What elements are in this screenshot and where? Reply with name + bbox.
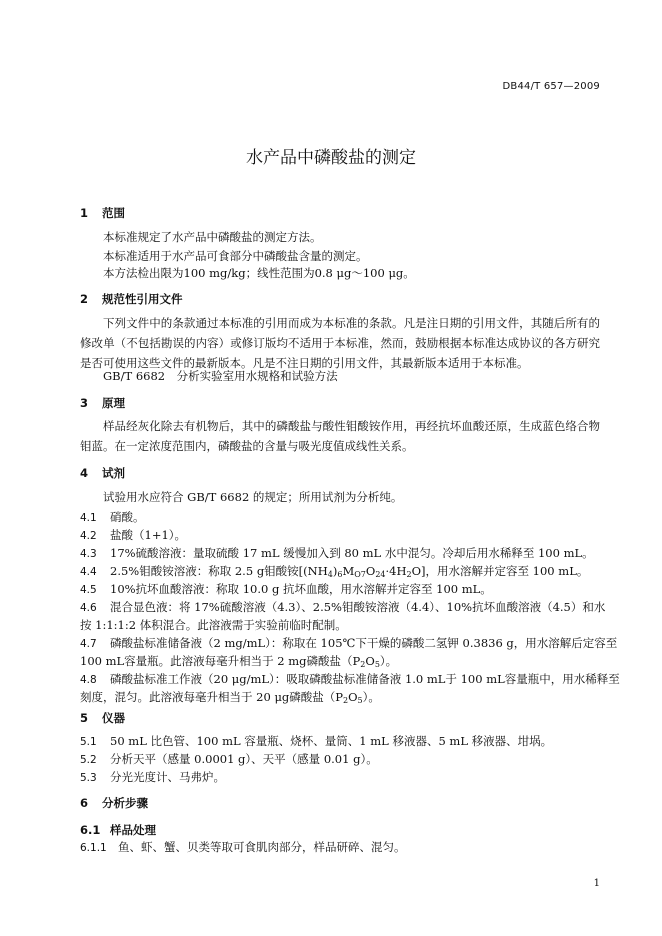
clause-text: 磷酸盐标准储备液（2 mg/mL）：称取在 105℃下干燥的磷酸二氢钾 0.3836 g，用水溶解后定容至	[110, 636, 618, 650]
section-title: 分析步骤	[102, 796, 148, 810]
document-id: DB44/T 657—2009	[502, 81, 600, 92]
clause-text: 混合显色液：将 17%硫酸溶液（4.3）、2.5%钼酸铵溶液（4.4）、10%抗坏血酸溶液（4.5）和水	[110, 600, 606, 614]
clause-text-continuation: 100 mL容量瓶。此溶液每毫升相当于 2 mg磷酸盐$(P_2O_5)$。	[80, 654, 398, 669]
section-4-heading	[80, 465, 125, 481]
clause-5-3	[80, 767, 225, 788]
clause-text: 分光光度计、马弗炉。	[110, 770, 225, 784]
clause-number: 4.4	[80, 566, 97, 578]
paragraph: 样品经灰化除去有机物后，其中的磷酸盐与酸性钼酸铵作用，再经抗坏血酸还原，生成蓝色络合物钼蓝。在一定浓度范围内，磷酸盐的含量与吸光度值成线性关系。	[80, 419, 600, 453]
section-3-heading	[80, 395, 125, 411]
section-number: 5	[80, 711, 89, 725]
section-1-heading	[80, 205, 125, 221]
clause-text: 17%硫酸溶液：量取硫酸 17 mL 缓慢加入到 80 mL 水中混匀。冷却后用水稀释至 100 mL。	[110, 546, 594, 560]
clause-number: 4.2	[80, 530, 97, 542]
clause-number: 4.8	[80, 674, 97, 686]
section-title: 试剂	[102, 466, 125, 480]
clause-number: 6.1.1	[80, 842, 107, 854]
section-title: 原理	[102, 396, 125, 410]
clause-number: 4.1	[80, 512, 97, 524]
clause-6-1-1	[80, 837, 406, 858]
paragraph: 本标准适用于水产品可食部分中磷酸盐含量的测定。	[103, 249, 368, 263]
section-number: 6	[80, 796, 89, 810]
clause-text: 磷酸盐标准工作液（20 μg/mL）：吸取磷酸盐标准储备液 1.0 mL于 100 mL容量瓶中，用水稀释至	[110, 672, 620, 686]
clause-text: 盐酸（1+1）。	[110, 528, 187, 542]
paragraph: 下列文件中的条款通过本标准的引用而成为本标准的条款。凡是注日期的引用文件，其随后所有的修改单（不包括勘误的内容）或修订版均不适用于本标准，然而，鼓励根据本标准达成协议的各方研究是否可使用这些文件的最新版本。凡是不注日期的引用文件，其最新版本适用于本标准。	[80, 316, 600, 370]
paragraph: 本方法检出限为100 mg/kg；线性范围为0.8 μg～100 μg。	[103, 266, 415, 280]
section-number: 2	[80, 292, 89, 306]
paragraph: 本标准规定了水产品中磷酸盐的测定方法。	[103, 230, 322, 244]
page-number: 1	[593, 878, 600, 889]
section-6-heading	[80, 795, 148, 811]
normative-reference: GB/T 6682 分析实验室用水规格和试验方法	[103, 369, 338, 383]
clause-number: 4.3	[80, 548, 97, 560]
clause-number: 4.7	[80, 638, 97, 650]
clause-number: 4.5	[80, 584, 97, 596]
section-number: 4	[80, 466, 89, 480]
section-number: 1	[80, 206, 89, 220]
section-number: 6.1	[80, 823, 101, 837]
section-title: 仪器	[102, 711, 125, 725]
section-title: 规范性引用文件	[102, 292, 183, 306]
clause-number: 5.1	[80, 736, 97, 748]
clause-text-continuation: 按 1:1:1:2 体积混合。此溶液需于实验前临时配制。	[80, 618, 347, 632]
clause-number: 5.3	[80, 772, 97, 784]
document-title: 水产品中磷酸盐的测定	[246, 148, 416, 168]
paragraph: 试验用水应符合 GB/T 6682 的规定；所用试剂为分析纯。	[103, 490, 403, 504]
section-2-heading	[80, 291, 183, 307]
clause-text: 50 mL 比色管、100 mL 容量瓶、烧杯、量筒、1 mL 移液器、5 mL 移液器、坩埚。	[110, 734, 553, 748]
clause-text: 10%抗坏血酸溶液：称取 10.0 g 抗坏血酸，用水溶解并定容至 100 mL。	[110, 582, 492, 596]
clause-text-continuation: 刻度，混匀。此溶液每毫升相当于 20 μg磷酸盐$(P_2O_5)$。	[80, 690, 380, 705]
clause-text: 鱼、虾、蟹、贝类等取可食肌肉部分，样品研碎、混匀。	[118, 840, 406, 854]
clause-number: 4.6	[80, 602, 97, 614]
section-title: 样品处理	[110, 823, 156, 837]
section-5-heading	[80, 710, 125, 726]
section-title: 范围	[102, 206, 125, 220]
clause-text: 硝酸。	[110, 510, 145, 524]
clause-number: 5.2	[80, 754, 97, 766]
clause-text: 2.5%钼酸铵溶液：称取 2.5 g钼酸铵$[(NH_4)_6M_{O7}O_{24}\cdot 4H_2O]$，用水溶解并定容至 100 mL。	[110, 564, 589, 579]
clause-text: 分析天平（感量 0.0001 g）、天平（感量 0.01 g）。	[110, 752, 378, 766]
section-number: 3	[80, 396, 89, 410]
subsection-6-1-heading	[80, 822, 156, 838]
